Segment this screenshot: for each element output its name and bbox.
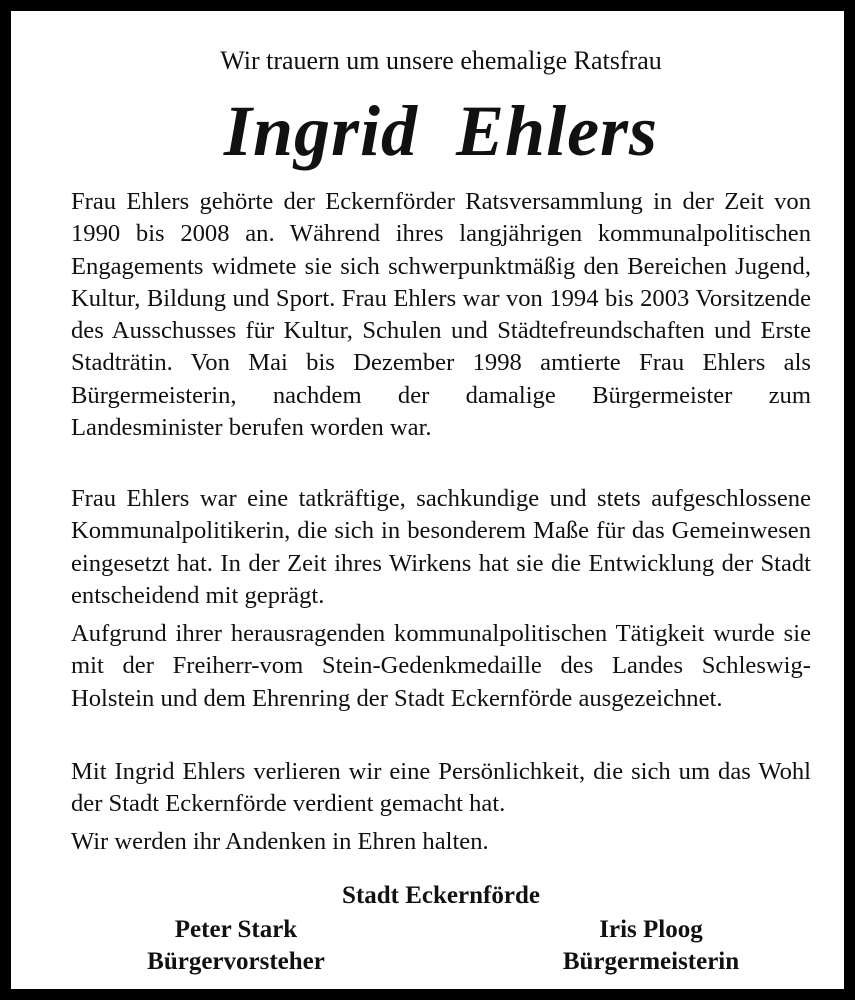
signatory-right-name: Iris Ploog bbox=[599, 916, 703, 943]
intro-line: Wir trauern um unsere ehemalige Ratsfrau bbox=[220, 46, 662, 75]
paragraph-character: Frau Ehlers war eine tatkräftige, sachkundige und stets aufgeschlossene Kommunalpolitikerin, die sich in besonderem Maße für das Gemeinwesen eingesetzt hat. In der Zeit ihres Wirkens hat sie die Entwicklung der Stadt entscheidend mit geprägt. bbox=[71, 485, 811, 609]
paragraph-career: Frau Ehlers gehörte der Eckernförder Ratsversammlung in der Zeit von 1990 bis 2008 an. Während ihres langjährigen kommunalpolitischen Engagements widmete sie sich schwerpunktmäßig den Bereichen Jugend, Kultur, Bildung und Sport. Frau Ehlers war von 1994 bis 2003 Vorsitzende des Ausschusses für Kultur, Schulen und Städtefreundschaften und Erste Stadträtin. Von Mai bis Dezember 1998 amtierte Frau Ehlers als Bürgermeisterin, nachdem der damalige Bürgermeister zum Landesminister berufen worden war. bbox=[71, 188, 811, 442]
signatory-right-title: Bürgermeisterin bbox=[562, 948, 740, 975]
signature-organization: Stadt Eckernförde bbox=[342, 882, 540, 909]
signatory-left-title: Bürgervorsteher bbox=[147, 948, 325, 975]
deceased-name: Ingrid Ehlers bbox=[223, 91, 659, 171]
paragraph-remembrance: Wir werden ihr Andenken in Ehren halten. bbox=[71, 828, 489, 855]
signatory-left-name: Peter Stark bbox=[174, 916, 298, 943]
paragraph-honors: Aufgrund ihrer herausragenden kommunalpolitischen Tätigkeit wurde sie mit der Freiherr-vom Stein-Gedenkmedaille des Landes Schleswig-Holstein und dem Ehrenring der Stadt Eckernförde ausgezeichnet. bbox=[71, 620, 811, 712]
paragraph-loss: Mit Ingrid Ehlers verlieren wir eine Persönlichkeit, die sich um das Wohl der Stadt Eckernförde verdient gemacht hat. bbox=[71, 758, 811, 818]
